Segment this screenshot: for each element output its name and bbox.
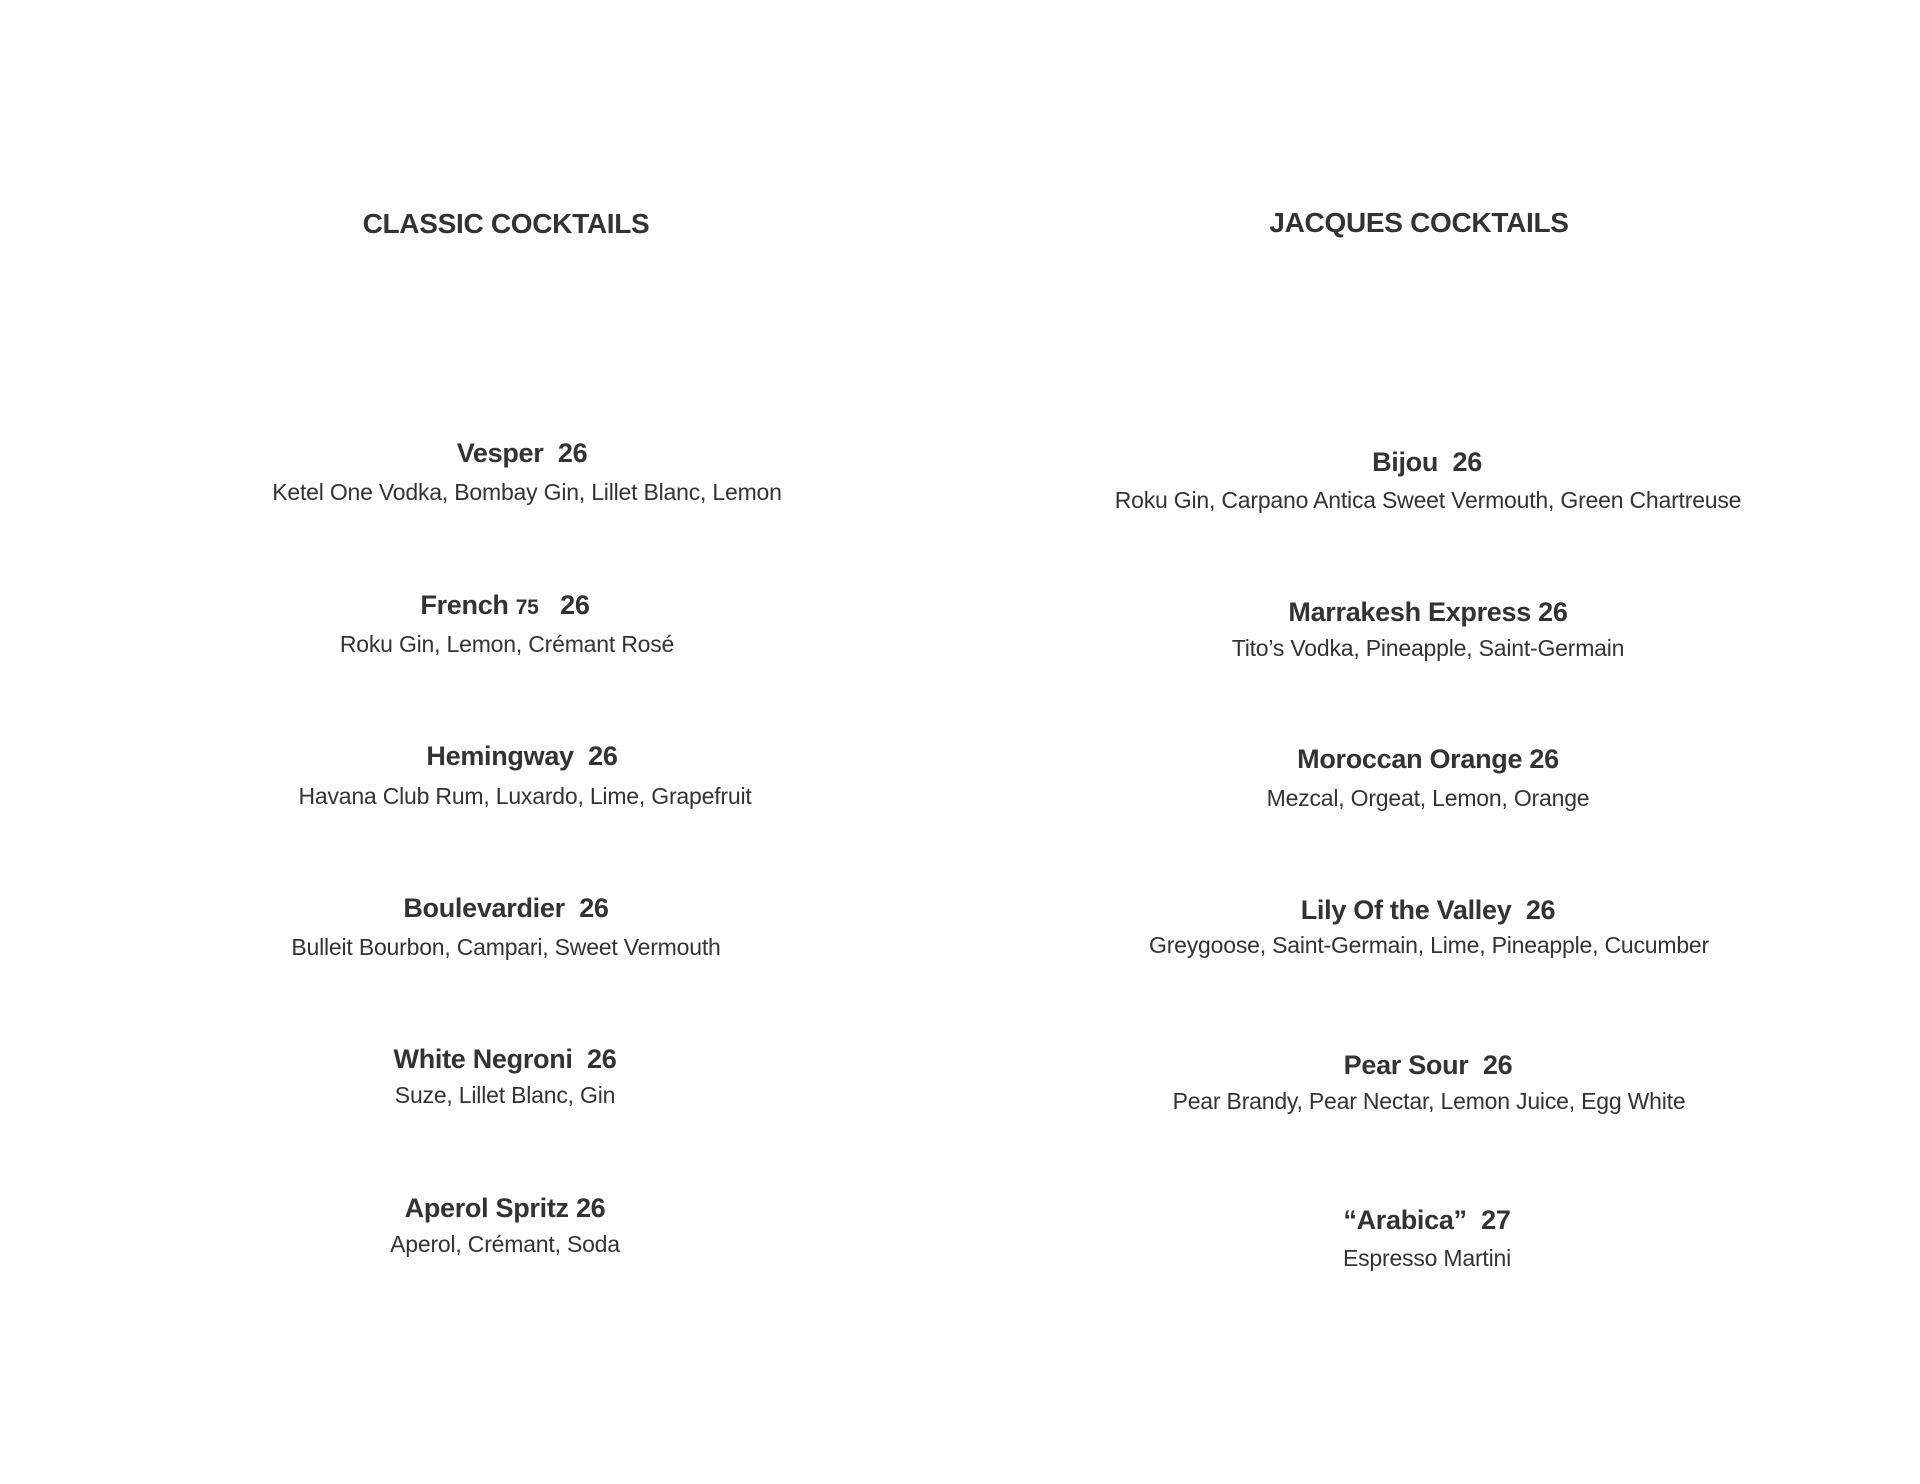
- item-name: “Arabica”: [1343, 1205, 1467, 1235]
- item-name: Pear Sour: [1343, 1050, 1469, 1080]
- menu-item-ingredients: Espresso Martini: [1342, 1245, 1512, 1271]
- item-name: Moroccan Orange: [1297, 744, 1523, 774]
- menu-item-title: [1297, 744, 1559, 775]
- item-price: 26: [1482, 1050, 1513, 1080]
- item-price: 26: [575, 1193, 606, 1223]
- menu-item-ingredients: Roku Gin, Lemon, Crémant Rosé: [339, 631, 675, 657]
- menu-item-ingredients: Havana Club Rum, Luxardo, Lime, Grapefruit: [298, 783, 752, 809]
- item-name: Bijou: [1372, 447, 1439, 477]
- menu-item-title: [405, 1193, 606, 1224]
- item-price: 26: [557, 438, 588, 468]
- menu-item-title: [426, 741, 617, 772]
- item-name: Hemingway: [426, 741, 574, 771]
- item-name-suffix: 75: [515, 596, 539, 619]
- menu-item-ingredients: Pear Brandy, Pear Nectar, Lemon Juice, Egg White: [1172, 1088, 1686, 1114]
- item-name: Marrakesh Express: [1288, 597, 1531, 627]
- menu-item-ingredients: Bulleit Bourbon, Campari, Sweet Vermouth: [291, 934, 721, 960]
- item-price: 26: [579, 893, 609, 923]
- menu-item-title: [1372, 447, 1482, 478]
- menu-item-title: [1344, 1050, 1513, 1081]
- menu-item-title: [1301, 895, 1556, 926]
- item-price: 26: [1538, 597, 1568, 627]
- menu-item-title: [1343, 1205, 1510, 1236]
- item-price: 26: [1452, 447, 1482, 477]
- item-name: White Negroni: [393, 1044, 573, 1074]
- menu-item-title: [457, 438, 588, 469]
- item-name: Vesper: [456, 438, 544, 468]
- item-price: 26: [560, 590, 590, 620]
- item-name: French: [420, 590, 509, 620]
- menu-item-title: [1288, 597, 1567, 628]
- jacques-cocktails-heading: JACQUES COCKTAILS: [1269, 207, 1569, 238]
- item-price: 26: [588, 741, 618, 771]
- menu-item-title: [403, 893, 608, 924]
- item-price: 26: [1529, 744, 1559, 774]
- menu-item-title: [394, 1044, 617, 1075]
- classic-cocktails-heading: CLASSIC COCKTAILS: [362, 208, 650, 239]
- menu-item-title: [420, 590, 589, 621]
- item-name: Boulevardier: [403, 893, 565, 923]
- menu-item-ingredients: Ketel One Vodka, Bombay Gin, Lillet Blanc, Lemon: [272, 479, 782, 505]
- item-price: 26: [1525, 895, 1556, 925]
- menu-item-ingredients: Greygoose, Saint-Germain, Lime, Pineapple, Cucumber: [1149, 932, 1709, 958]
- menu-item-ingredients: Tito’s Vodka, Pineapple, Saint-Germain: [1231, 635, 1625, 661]
- menu-item-ingredients: Mezcal, Orgeat, Lemon, Orange: [1266, 785, 1590, 811]
- item-name: Aperol Spritz: [404, 1193, 569, 1223]
- menu-item-ingredients: Roku Gin, Carpano Antica Sweet Vermouth, Green Chartreuse: [1114, 487, 1742, 513]
- menu-item-ingredients: Aperol, Crémant, Soda: [390, 1231, 620, 1257]
- item-price: 26: [587, 1044, 617, 1074]
- item-name: Lily Of the Valley: [1300, 895, 1512, 925]
- item-price: 27: [1481, 1205, 1511, 1235]
- menu-item-ingredients: Suze, Lillet Blanc, Gin: [394, 1082, 616, 1108]
